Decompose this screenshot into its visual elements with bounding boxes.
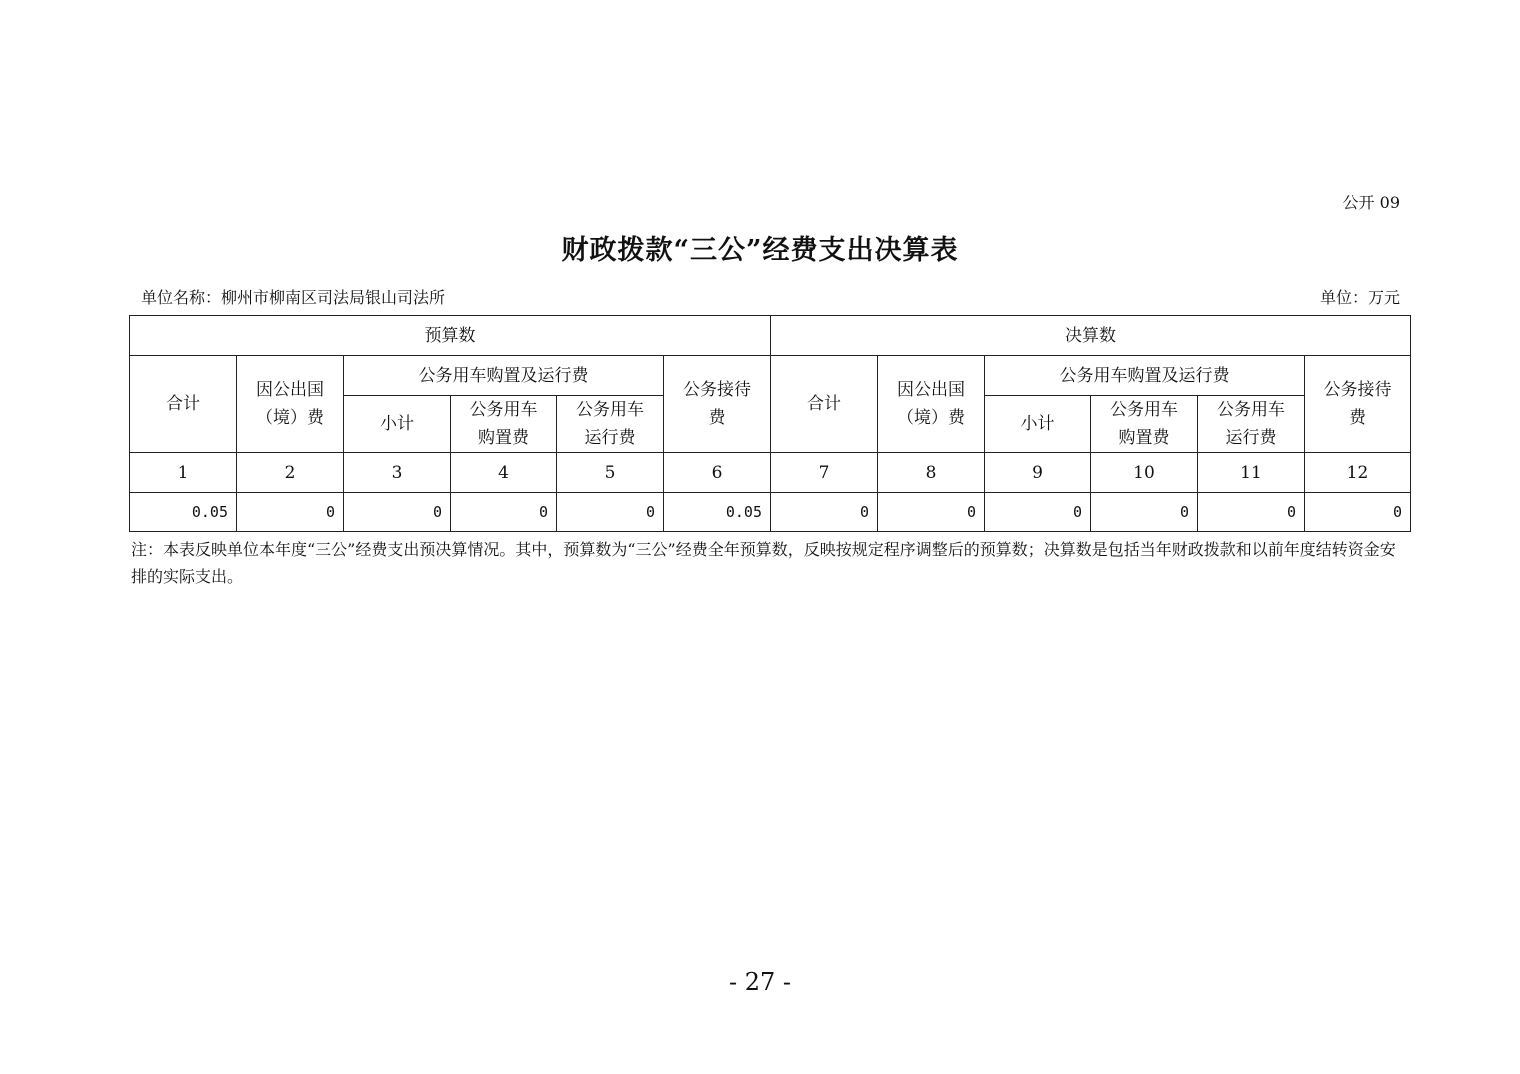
budget-total-header: 合计 [130, 356, 237, 453]
budget-abroad-value: 0 [237, 493, 344, 532]
index-cell: 5 [557, 453, 664, 493]
index-row [130, 453, 1411, 493]
index-cell: 4 [451, 453, 557, 493]
final-abroad-value: 0 [878, 493, 985, 532]
three-public-expenses-table [129, 315, 1411, 532]
table-note: 注：本表反映单位本年度“三公”经费支出预决算情况。其中，预算数为“三公”经费全年预算数，反映按规定程序调整后的预算数；决算数是包括当年财政拨款和以前年度结转资金安排的实际支出。 [131, 540, 1396, 586]
index-cell: 11 [1198, 453, 1305, 493]
budget-purchase-value: 0 [451, 493, 557, 532]
final-subtotal-value: 0 [985, 493, 1091, 532]
final-abroad-header: 因公出国 （境）费 [878, 356, 985, 453]
final-total-value: 0 [771, 493, 878, 532]
final-reception-value: 0 [1305, 493, 1411, 532]
budget-reception-value: 0.05 [664, 493, 771, 532]
final-vehicle-header: 公务用车购置及运行费 [985, 356, 1305, 396]
index-cell: 2 [237, 453, 344, 493]
budget-operation-value: 0 [557, 493, 664, 532]
final-group-header: 决算数 [771, 316, 1411, 356]
unit-name: 单位名称：柳州市柳南区司法局银山司法所 [141, 288, 446, 307]
document-title: 财政拨款“三公”经费支出决算表 [561, 235, 959, 266]
budget-operation-header: 公务用车 运行费 [557, 396, 664, 453]
index-cell: 10 [1091, 453, 1198, 493]
page-number: - 27 - [728, 968, 791, 996]
budget-group-header: 预算数 [130, 316, 771, 356]
index-cell: 7 [771, 453, 878, 493]
index-cell: 8 [878, 453, 985, 493]
index-cell: 3 [344, 453, 451, 493]
final-subtotal-header: 小计 [985, 396, 1091, 453]
unit-label: 单位：万元 [1319, 288, 1400, 307]
final-operation-header: 公务用车 运行费 [1198, 396, 1305, 453]
index-cell: 9 [985, 453, 1091, 493]
budget-purchase-header: 公务用车 购置费 [451, 396, 557, 453]
final-operation-value: 0 [1198, 493, 1305, 532]
final-total-header: 合计 [771, 356, 878, 453]
budget-total-value: 0.05 [130, 493, 237, 532]
index-cell: 12 [1305, 453, 1411, 493]
final-purchase-value: 0 [1091, 493, 1198, 532]
budget-subtotal-header: 小计 [344, 396, 451, 453]
data-row [130, 493, 1411, 532]
final-purchase-header: 公务用车 购置费 [1091, 396, 1198, 453]
budget-abroad-header: 因公出国 （境）费 [237, 356, 344, 453]
budget-vehicle-header: 公务用车购置及运行费 [344, 356, 664, 396]
document-code: 公开 09 [1342, 193, 1400, 212]
index-cell: 6 [664, 453, 771, 493]
budget-subtotal-value: 0 [344, 493, 451, 532]
index-cell: 1 [130, 453, 237, 493]
final-reception-header: 公务接待 费 [1305, 356, 1411, 453]
budget-reception-header: 公务接待 费 [664, 356, 771, 453]
